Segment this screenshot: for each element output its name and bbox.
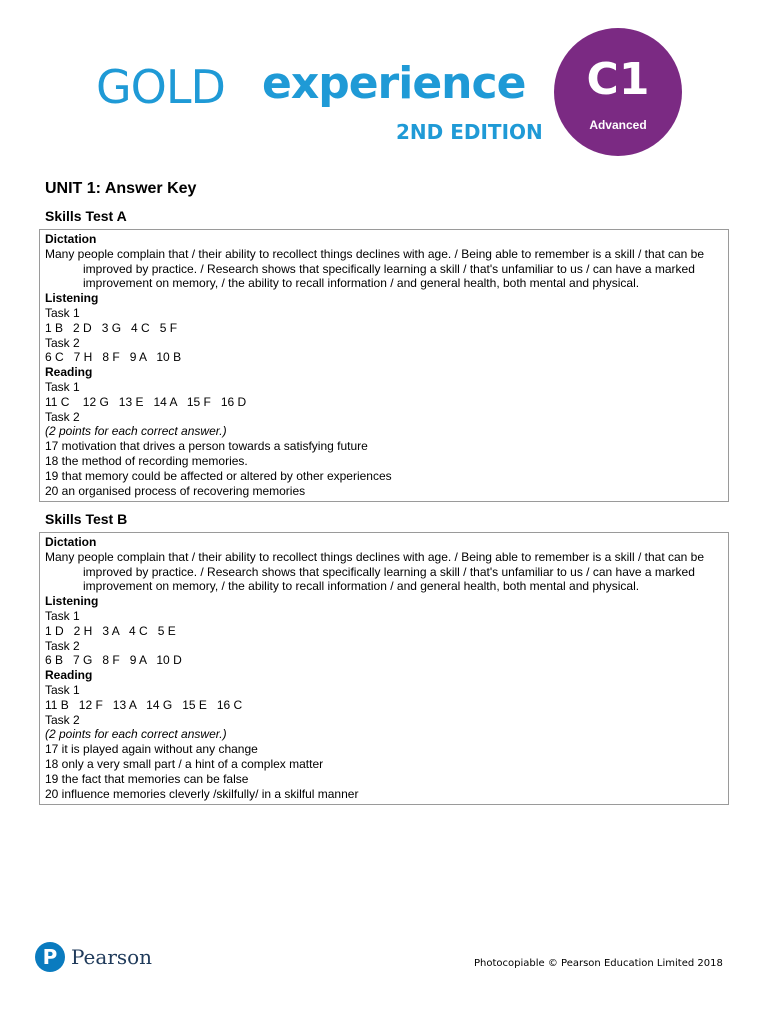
answer-item: 17 it is played again without any change xyxy=(45,742,258,757)
skills-test-a-box xyxy=(39,229,729,502)
reading-task1-label: Task 1 xyxy=(45,682,80,697)
level-code: C1 xyxy=(586,54,650,105)
points-note: (2 points for each correct answer.) xyxy=(45,727,227,742)
listening-task2-answers: 6 B 7 G 8 F 9 A 10 D xyxy=(45,653,182,668)
answer-item: 20 influence memories cleverly /skilfully/ in a skilful manner xyxy=(45,786,359,801)
answer-item: 18 the method of recording memories. xyxy=(45,453,248,468)
skills-test-b-box xyxy=(39,532,729,805)
listening-task1-label: Task 1 xyxy=(45,305,80,320)
logo-edition-text: 2ND EDITION xyxy=(396,120,543,144)
pearson-p-icon: P xyxy=(35,942,65,972)
skills-test-a-title: Skills Test A xyxy=(45,208,127,224)
answer-item: 19 the fact that memories can be false xyxy=(45,771,249,786)
dictation-heading: Dictation xyxy=(45,232,97,246)
dictation-heading: Dictation xyxy=(45,535,97,549)
answer-item: 19 that memory could be affected or altered by other experiences xyxy=(45,468,392,483)
unit-title: UNIT 1: Answer Key xyxy=(45,180,197,197)
dictation-text: Many people complain that / their ability to recollect things declines with age. / Being able to remember is a skill / that can be improved by practice. / Research shows that specifically learning a skill / that's unfamiliar to us / can have a marked improvement on memory, / the ability to recall information / and general health, both mental and physical. xyxy=(45,549,705,594)
logo-gold-text: GOLD xyxy=(96,60,225,114)
reading-task1-answers: 11 C 12 G 13 E 14 A 15 F 16 D xyxy=(45,394,247,409)
header xyxy=(0,0,768,170)
reading-task2-label: Task 2 xyxy=(45,712,80,727)
reading-heading: Reading xyxy=(45,365,93,380)
listening-task1-answers: 1 D 2 H 3 A 4 C 5 E xyxy=(45,623,176,638)
logo-experience-text: experience xyxy=(262,58,526,109)
answer-item: 20 an organised process of recovering memories xyxy=(45,483,306,498)
listening-task1-label: Task 1 xyxy=(45,608,80,623)
reading-task2-label: Task 2 xyxy=(45,409,80,424)
listening-task1-answers: 1 B 2 D 3 G 4 C 5 F xyxy=(45,320,178,335)
level-name: Advanced xyxy=(589,118,647,132)
listening-task2-answers: 6 C 7 H 8 F 9 A 10 B xyxy=(45,350,182,365)
listening-task2-label: Task 2 xyxy=(45,638,80,653)
dictation-text: Many people complain that / their ability to recollect things declines with age. / Being able to remember is a skill / that can be improved by practice. / Research shows that specifically learning a skill / that's unfamiliar to us / can have a marked improvement on memory, / the ability to recall information / and general health, both mental and physical. xyxy=(45,246,705,291)
answer-item: 18 only a very small part / a hint of a complex matter xyxy=(45,756,324,771)
copyright-notice: Photocopiable © Pearson Education Limited 2018 xyxy=(474,958,723,969)
listening-heading: Listening xyxy=(45,291,99,306)
pearson-logo xyxy=(35,942,175,982)
points-note: (2 points for each correct answer.) xyxy=(45,424,227,439)
listening-task2-label: Task 2 xyxy=(45,335,80,350)
answer-item: 17 motivation that drives a person towards a satisfying future xyxy=(45,439,368,454)
listening-heading: Listening xyxy=(45,594,99,609)
skills-test-b-title: Skills Test B xyxy=(45,511,128,527)
reading-task1-answers: 11 B 12 F 13 A 14 G 15 E 16 C xyxy=(45,697,243,712)
reading-heading: Reading xyxy=(45,668,93,683)
reading-task1-label: Task 1 xyxy=(45,379,80,394)
pearson-wordmark: Pearson xyxy=(71,945,153,969)
level-badge xyxy=(554,28,682,156)
